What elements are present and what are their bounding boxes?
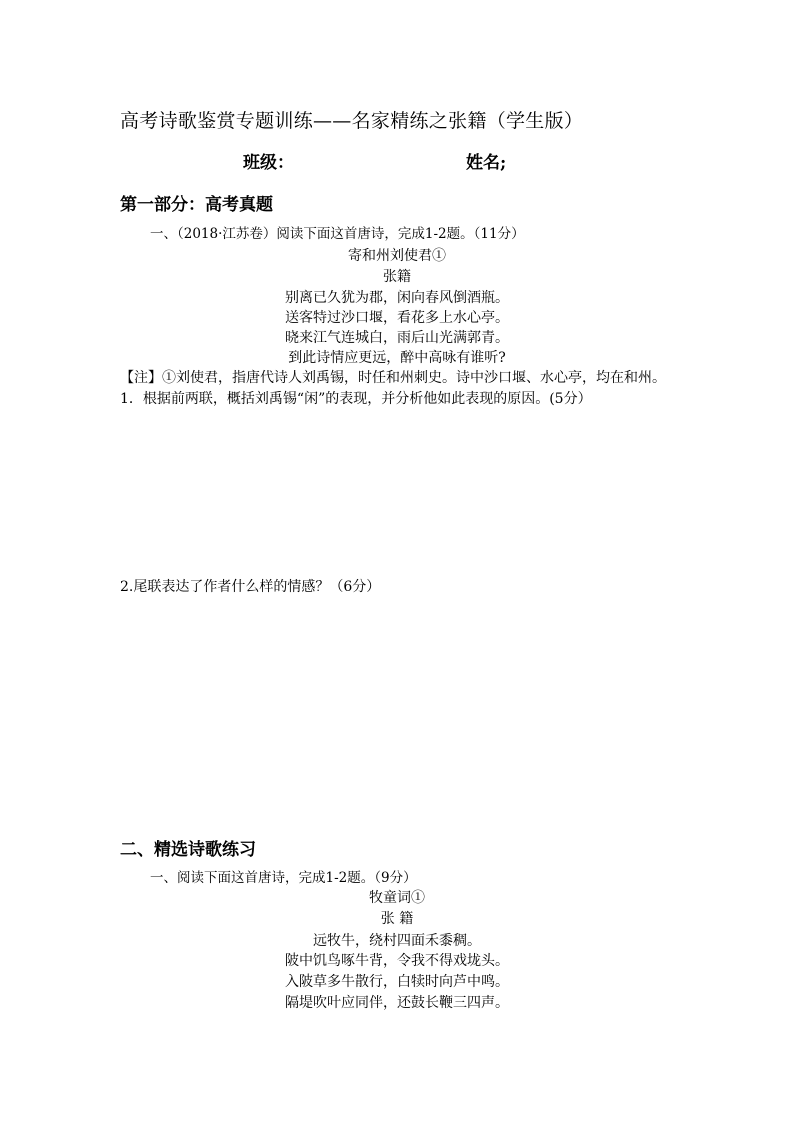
poem1-line: 晓来江气连城白，雨后山光满郭青。	[285, 330, 509, 346]
poem1-line: 送客特过沙口堰，看花多上水心亭。	[285, 310, 509, 326]
poem2-author: 张 籍	[380, 911, 414, 927]
poem2-line: 隔堤吹叶应同伴，还鼓长鞭三四声。	[285, 995, 509, 1011]
question-1: 1．根据前两联，概括刘禹锡“闲”的表现，并分析他如此表现的原因。(5分）	[120, 391, 592, 407]
poem2-line: 陂中饥鸟啄牛背，令我不得戏垅头。	[285, 953, 509, 969]
name-label: 姓名;	[466, 153, 507, 173]
poem1-note: 【注】①刘使君，指唐代诗人刘禹锡，时任和州刺史。诗中沙口堰、水心亭，均在和州。	[120, 370, 666, 386]
page-title: 高考诗歌鉴赏专题训练——名家精练之张籍（学生版）	[120, 110, 584, 132]
part1-heading: 第一部分：高考真题	[120, 195, 273, 215]
question-2: 2.尾联表达了作者什么样的情感？（6分）	[120, 579, 381, 595]
part2-question-intro: 一、阅读下面这首唐诗，完成1-2题。（9分）	[150, 870, 417, 886]
poem1-title: 寄和州刘使君①	[348, 248, 446, 264]
poem1-line: 别离已久犹为郡，闲向春风倒酒瓶。	[285, 290, 509, 306]
poem2-title: 牧童词①	[369, 890, 425, 906]
part2-heading: 二、精选诗歌练习	[120, 840, 256, 860]
part1-question-intro: 一、（2018·江苏卷）阅读下面这首唐诗，完成1-2题。（11分）	[150, 226, 525, 242]
poem2-line: 入陂草多牛散行，白犊时向芦中鸣。	[285, 974, 509, 990]
poem1-author: 张籍	[383, 269, 411, 285]
class-label: 班级：	[243, 153, 294, 173]
poem2-line: 远牧牛，绕村四面禾黍稠。	[313, 933, 481, 949]
poem1-line: 到此诗情应更远，醉中高咏有谁听?	[288, 350, 506, 366]
